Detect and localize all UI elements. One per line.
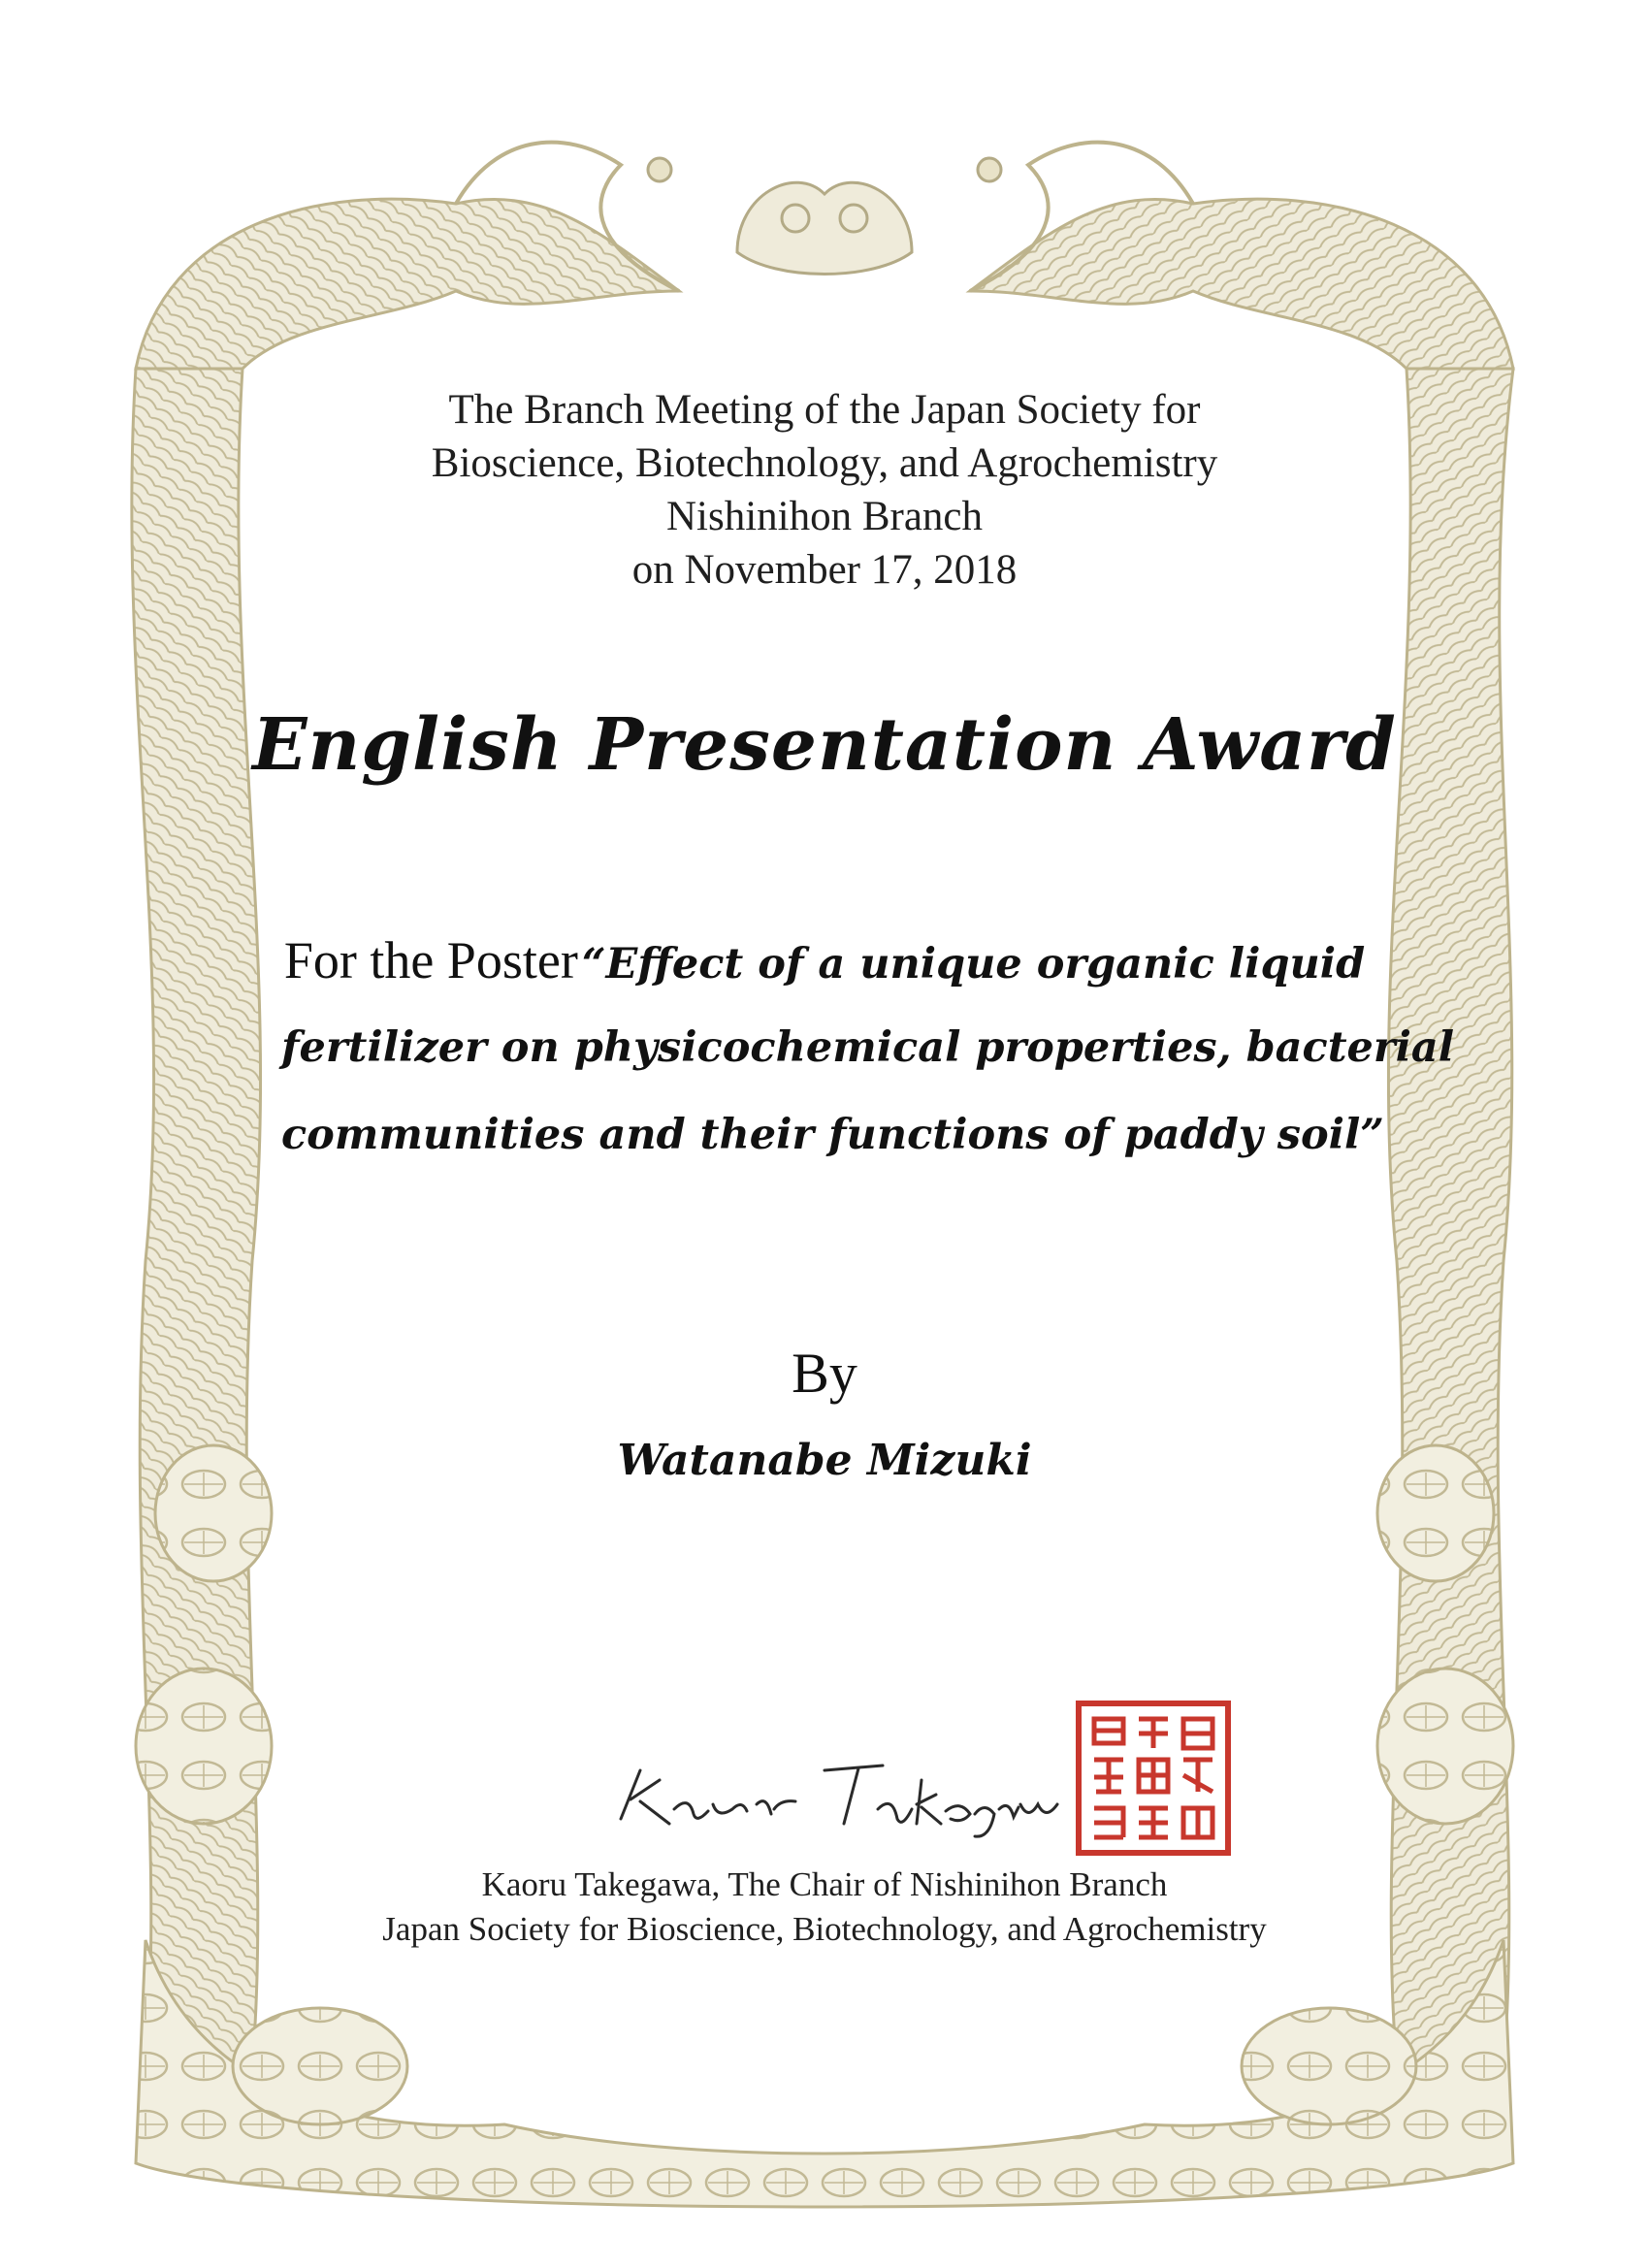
poster-title-line-1: “Effect of a unique organic liquid — [581, 940, 1366, 988]
cloud-crest-icon — [737, 182, 912, 274]
handwritten-signature — [601, 1741, 1067, 1848]
poster-prefix: For the Poster — [283, 931, 578, 989]
poster-citation — [281, 917, 1455, 1179]
meeting-line-1: The Branch Meeting of the Japan Society for — [448, 387, 1201, 433]
meeting-info — [242, 383, 1406, 597]
meeting-date: on November 17, 2018 — [631, 547, 1018, 593]
by-label: By — [792, 1342, 857, 1405]
poster-title-line-3: communities and their functions of paddy soil” — [281, 1111, 1385, 1159]
meeting-line-2: Bioscience, Biotechnology, and Agrochemistry — [431, 440, 1218, 486]
signatory-line-2: Japan Society for Bioscience, Biotechnology, and Agrochemistry — [382, 1910, 1267, 1948]
signatory — [291, 1863, 1358, 1952]
meeting-line-3: Nishinihon Branch — [665, 494, 984, 539]
poster-title-line-2: fertilizer on physicochemical properties, bacterial — [281, 1023, 1455, 1072]
signatory-line-1: Kaoru Takegawa, The Chair of Nishinihon Branch — [481, 1865, 1168, 1903]
red-seal-icon — [1075, 1700, 1232, 1857]
phoenix-right-icon — [970, 143, 1513, 369]
phoenix-left-icon — [136, 143, 679, 369]
awardee-name: Watanabe Mizuki — [617, 1436, 1032, 1485]
award-title: English Presentation Award — [252, 703, 1397, 787]
